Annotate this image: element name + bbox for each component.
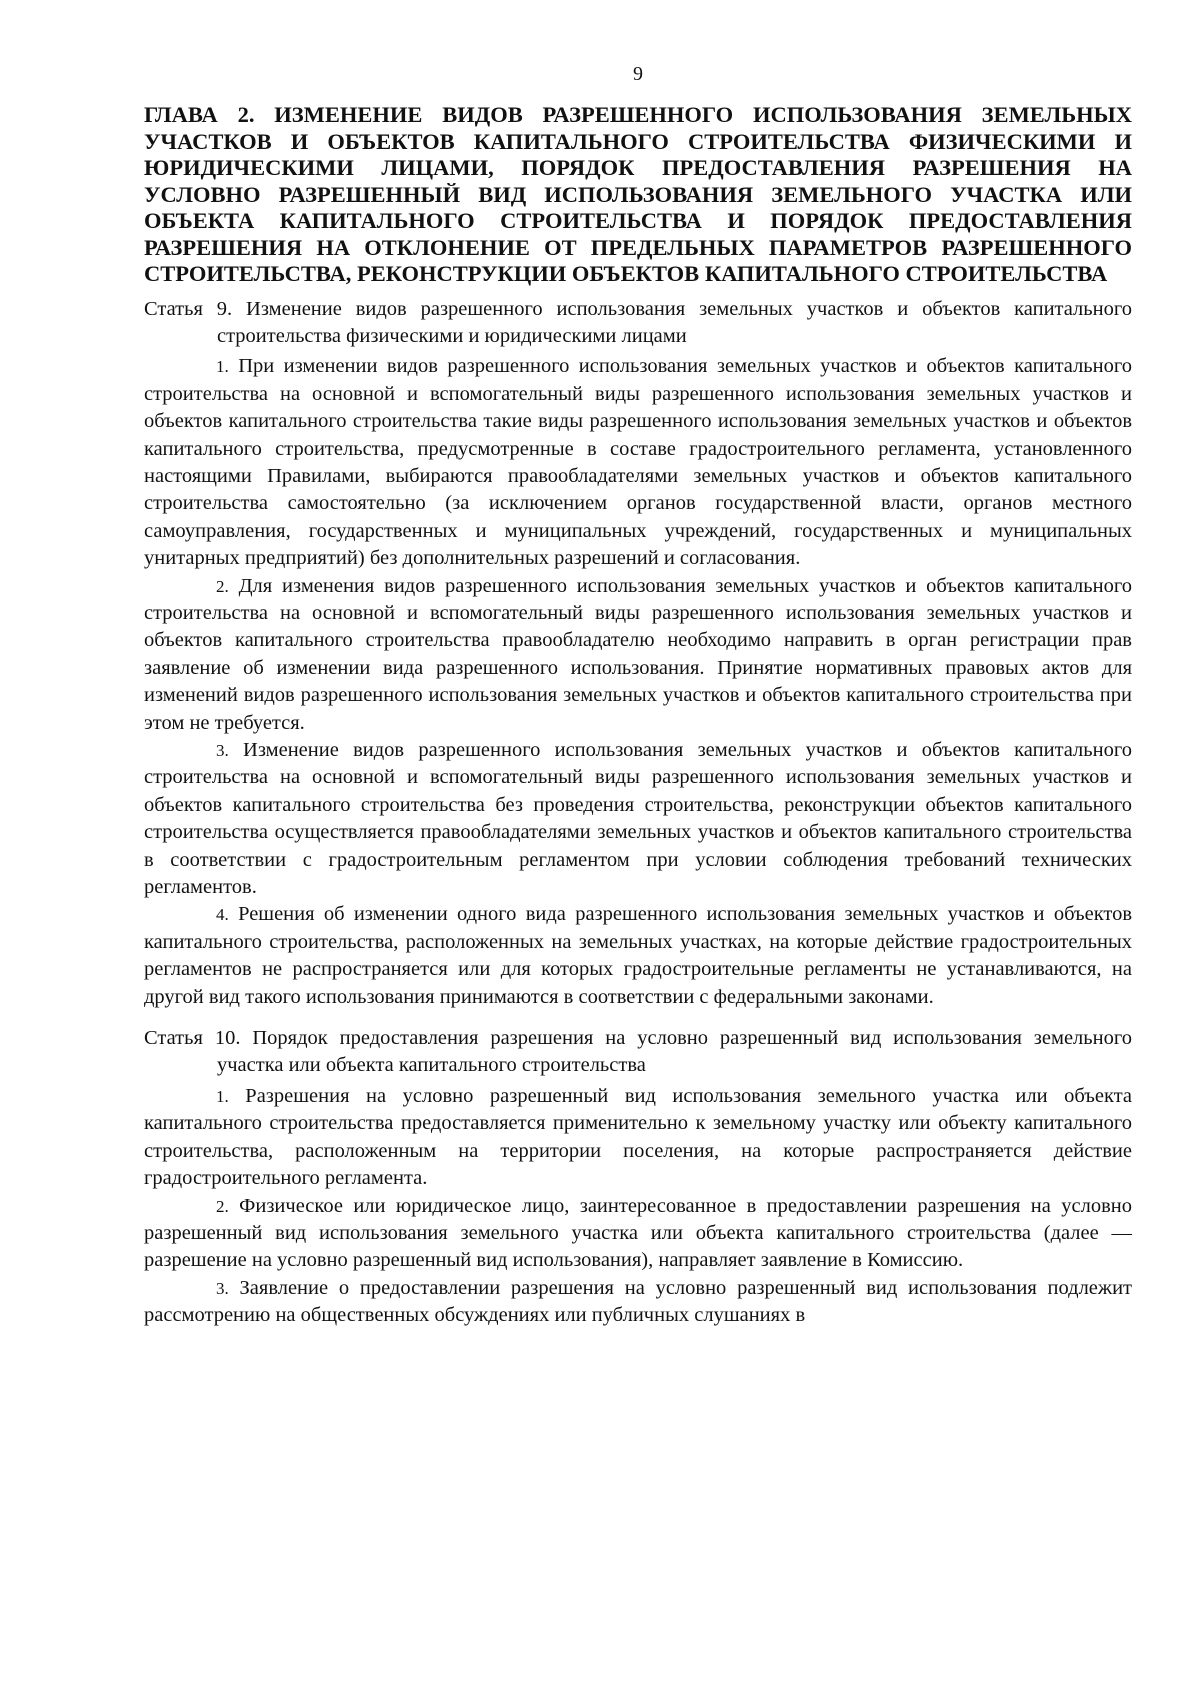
article-paragraph <box>144 1083 1132 1193</box>
paragraph-number: 2. <box>216 576 229 596</box>
article-paragraph <box>144 1275 1132 1330</box>
paragraph-number: 1. <box>216 357 229 377</box>
paragraph-text: Разрешения на условно разрешенный вид использования земельного участка или объекта капитального строительства предоставляется применительно к земельному участку или объекту капитального строительства, расположенным на территории поселения, на которые распространяется действие градостроительного регламента. <box>144 1084 1133 1190</box>
article-paragraph <box>144 901 1132 1011</box>
article-paragraph <box>144 737 1132 901</box>
paragraph-number: 2. <box>216 1196 229 1216</box>
article-10 <box>144 1025 1132 1329</box>
document-page <box>144 62 1132 1330</box>
article-paragraph <box>144 573 1132 737</box>
paragraph-text: Решения об изменении одного вида разрешенного использования земельных участков и объектов капитального строительства, расположенных на земельных участках, на которые действие градостроительных регламентов не распространяется или для которых градостроительные регламенты не устанавливаются, на другой вид такого использования принимаются в соответствии с федеральными законами. <box>144 903 1132 1008</box>
article-paragraph <box>144 353 1132 572</box>
paragraph-number: 1. <box>216 1086 229 1106</box>
paragraph-text: Заявление о предоставлении разрешения на условно разрешенный вид использования подлежит рассмотрению на общественных обсуждениях или публичных слушаниях в <box>144 1276 1132 1327</box>
article-heading: Статья 10. Порядок предоставления разрешения на условно разрешенный вид использования земельного участка или объекта капитального строительства <box>144 1027 1132 1077</box>
paragraph-text: Физическое или юридическое лицо, заинтересованное в предоставлении разрешения на условно разрешенный вид использования земельного участка или объекта капитального строительства (далее — разрешение на условно разрешенный вид использования), направляет заявление в Комиссию. <box>144 1194 1132 1272</box>
article-9 <box>144 296 1132 1012</box>
article-heading: Статья 9. Изменение видов разрешенного использования земельных участков и объектов капитального строительства физическими и юридическими лицами <box>144 297 1132 347</box>
paragraph-number: 3. <box>216 741 229 760</box>
page-number: 9 <box>633 63 643 85</box>
chapter-title: ГЛАВА 2. ИЗМЕНЕНИЕ ВИДОВ РАЗРЕШЕННОГО ИСПОЛЬЗОВАНИЯ ЗЕМЕЛЬНЫХ УЧАСТКОВ И ОБЪЕКТОВ КАПИТАЛЬНОГО СТРОИТЕЛЬСТВА ФИЗИЧЕСКИМИ И ЮРИДИЧЕСКИМИ ЛИЦАМИ, ПОРЯДОК ПРЕДОСТАВЛЕНИЯ РАЗРЕШЕНИЯ НА УСЛОВНО РАЗРЕШЕННЫЙ ВИД ИСПОЛЬЗОВАНИЯ ЗЕМЕЛЬНОГО УЧАСТКА ИЛИ ОБЪЕКТА КАПИТАЛЬНОГО СТРОИТЕЛЬСТВА И ПОРЯДОК ПРЕДОСТАВЛЕНИЯ РАЗРЕШЕНИЯ НА ОТКЛОНЕНИЕ ОТ ПРЕДЕЛЬНЫХ ПАРАМЕТРОВ РАЗРЕШЕННОГО СТРОИТЕЛЬСТВА, РЕКОНСТРУКЦИИ ОБЪЕКТОВ КАПИТАЛЬНОГО СТРОИТЕЛЬСТВА <box>144 102 1132 286</box>
paragraph-text: При изменении видов разрешенного использования земельных участков и объектов капитального строительства на основной и вспомогательный виды разрешенного использования земельных участков и объектов капитального строительства такие виды разрешенного использования земельных участков и объектов капитального строительства, предусмотренные в составе градостроительного регламента, установленного настоящими Правилами, выбираются правообладателями земельных участков и объектов капитального строительства самостоятельно (за исключением органов государственной власти, органов местного самоуправления, государственных и муниципальных учреждений, государственных и муниципальных унитарных предприятий) без дополнительных разрешений и согласования. <box>144 355 1133 570</box>
paragraph-number: 4. <box>216 905 229 925</box>
paragraph-number: 3. <box>216 1278 229 1298</box>
paragraph-text: Изменение видов разрешенного использования земельных участков и объектов капитального строительства на основной и вспомогательный виды разрешенного использования земельных участков и объектов капитального строительства без проведения строительства, реконструкции объектов капитального строительства осуществляется правообладателями земельных участков и объектов капитального строительства в соответствии с градостроительным регламентом при условии соблюдения требований технических регламентов. <box>144 739 1133 899</box>
article-paragraph <box>144 1193 1132 1275</box>
paragraph-text: Для изменения видов разрешенного использования земельных участков и объектов капитального строительства на основной и вспомогательный виды разрешенного использования земельных участков и объектов капитального строительства правообладателю необходимо направить в орган регистрации прав заявление об изменении вида разрешенного использования. Принятие нормативных правовых актов для изменений видов разрешенного использования земельных участков и объектов капитального строительства при этом не требуется. <box>144 574 1133 734</box>
